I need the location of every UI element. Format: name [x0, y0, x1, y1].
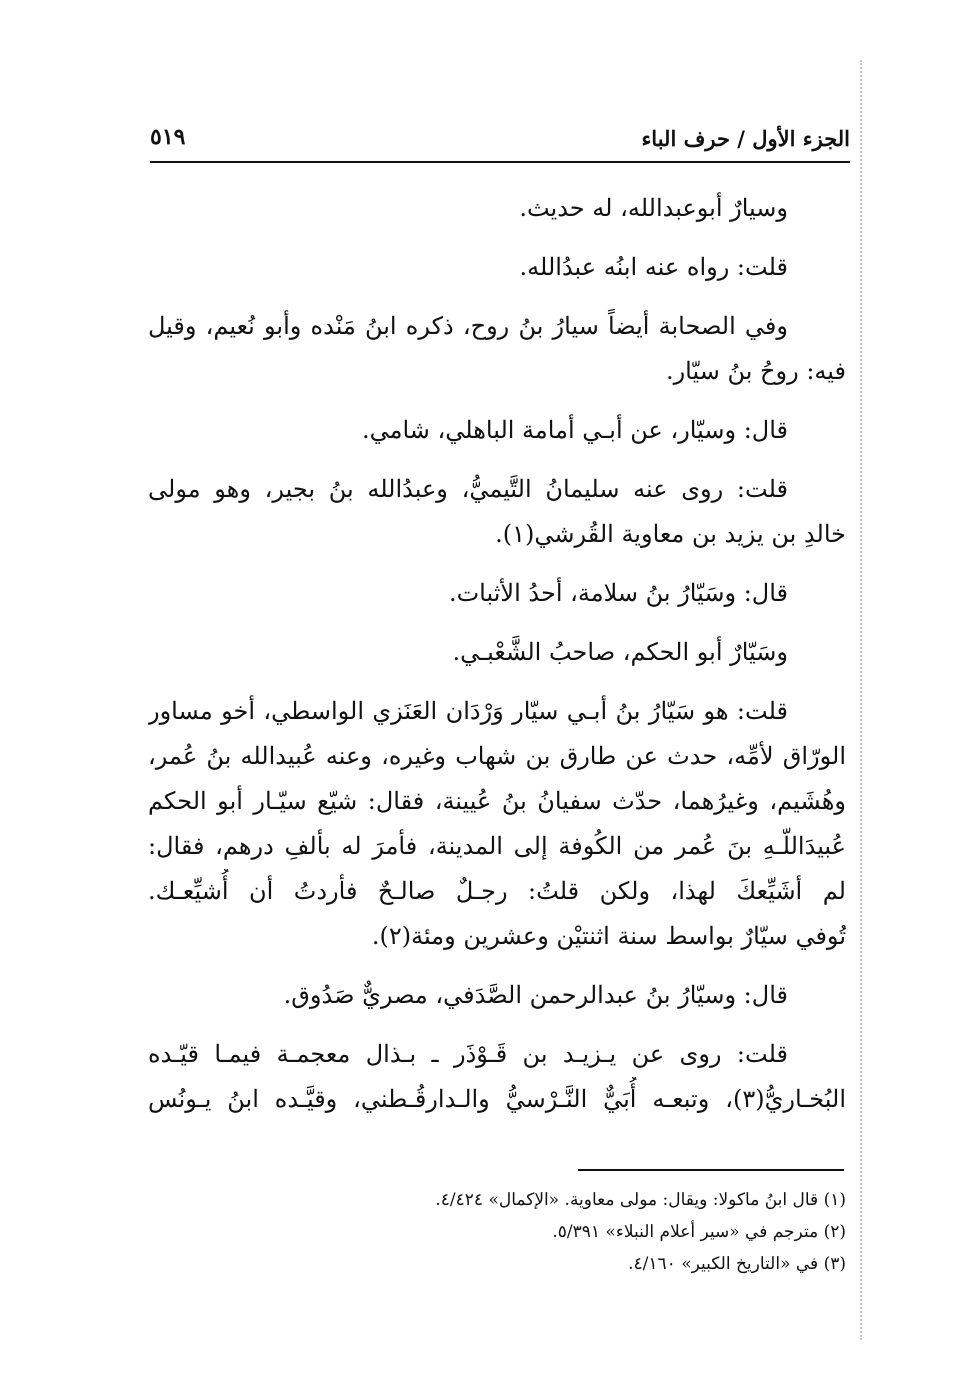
page-edge-dots — [860, 60, 862, 1340]
text-line: وسيارٌ أبوعبدالله، له حديث. — [519, 194, 788, 222]
text-line: قلت: روى عن يـزيـد بن قَـوْذَر ـ بـذال معجمـة فيمـا قيّـده — [148, 1040, 788, 1068]
footnote: (٢) مترجم في «سير أعلام النبلاء» ٥/٣٩١. — [552, 1222, 846, 1242]
header-title: الجزء الأول / حرف الباء — [641, 126, 850, 151]
footnote: (١) قال ابنُ ماكولا: ويقال: مولى معاوية. «الإكمال» ٤/٤٢٤. — [435, 1190, 846, 1210]
text-line: قال: وسَيّارُ بنُ سلامة، أحدُ الأثبات. — [448, 579, 788, 607]
footnote: (٣) في «التاريخ الكبير» ٤/١٦٠. — [628, 1254, 846, 1274]
text-line: وهُشَيم، وغيرُهما، حدّث سفيانُ بنُ عُيينة، فقال: شيّع سيّـار أبو الحكم — [148, 787, 846, 815]
header-rule — [150, 161, 850, 163]
text-line: خالدِ بن يزيد بن معاوية القُرشي(١). — [495, 520, 846, 548]
text-line: قلت: رواه عنه ابنُه عبدُالله. — [519, 253, 788, 281]
text-line: وفي الصحابة أيضاً سيارُ بنُ روح، ذكره ابنُ مَنْده وأبو نُعيم، وقيل — [148, 312, 788, 340]
text-line: البُخـاريُّ(٣)، وتبعـه أُبَيٌّ النَّـرْسيُّ والـدارقُـطني، وقيَّـده ابنُ يـونُس — [148, 1085, 846, 1113]
text-line: فيه: روحُ بنُ سيّار. — [665, 357, 846, 385]
main-text — [148, 186, 846, 1122]
footnotes — [300, 1184, 846, 1280]
text-line: قلت: هو سَيّارُ بنُ أبـي سيّار وَرْدَان العَنَزي الواسطي، أخو مساور — [148, 697, 788, 725]
text-line: وسَيّارٌ أبو الحكم، صاحبُ الشَّعْبـي. — [452, 638, 788, 666]
text-line: لم أشَيِّعكَ لهذا، ولكن قلتُ: رجـلٌ صالـحٌ فأردتُ أن أُشيِّعـك. — [148, 877, 846, 905]
text-line: تُوفي سيّارٌ بواسط سنة اثنتيْن وعشرين ومئة(٢). — [371, 922, 846, 950]
page-number: ٥١٩ — [150, 124, 186, 150]
text-line: عُبيدَاللّـهِ بنَ عُمر من الكُوفة إلى المدينة، فأمرَ له بألفِ درهم، فقال: — [148, 832, 846, 860]
text-line: قال: وسيّارُ بنُ عبدالرحمن الصَّدَفي، مصريٌّ صَدُوق. — [283, 981, 788, 1009]
text-line: قال: وسيّار، عن أبـي أمامة الباهلي، شامي. — [362, 416, 788, 444]
running-header — [150, 124, 850, 164]
text-line: قلت: روى عنه سليمانُ التَّيميُّ، وعبدُالله بنُ بجير، وهو مولى — [148, 475, 788, 503]
text-line: الورّاق لأمِّه، حدث عن طارق بن شهاب وغيره، وعنه عُبيدالله بنُ عُمر، — [148, 742, 846, 770]
footnote-rule — [578, 1169, 844, 1171]
